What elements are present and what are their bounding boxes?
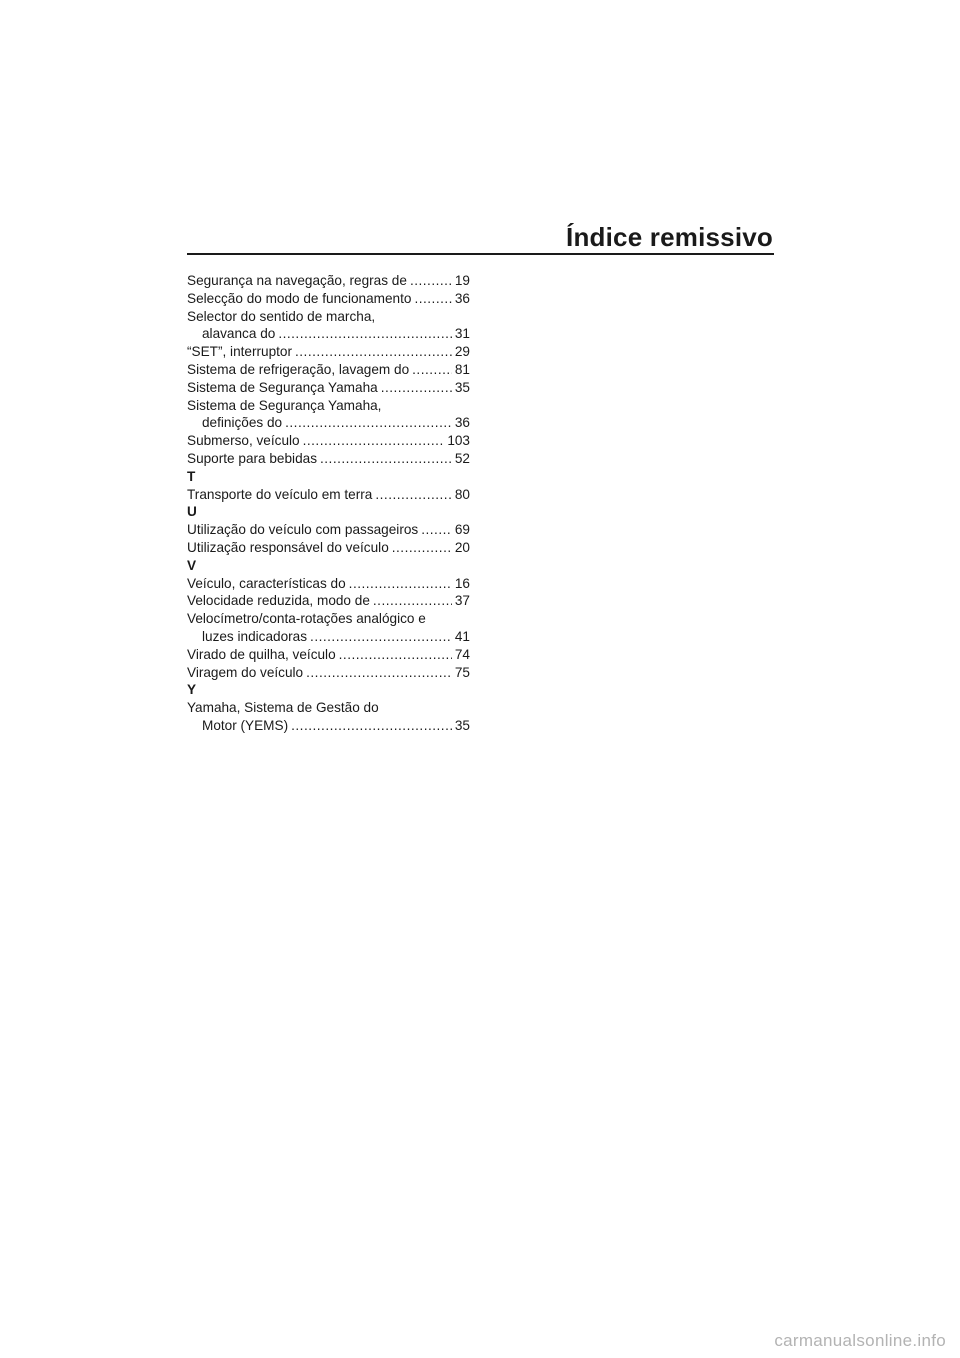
watermark: carmanualsonline.info <box>774 1331 946 1350</box>
index-term: Motor (YEMS) <box>202 717 289 733</box>
index-entry <box>187 343 470 361</box>
index-entry <box>187 539 470 557</box>
index-entry <box>187 664 470 682</box>
dot-leader <box>412 361 452 379</box>
index-column <box>187 272 470 735</box>
index-entry <box>187 379 470 397</box>
page-title: Índice remissivo <box>566 222 773 252</box>
index-term: Viragem do veículo <box>187 664 304 680</box>
dot-leader <box>339 646 452 664</box>
dot-leader <box>306 664 452 682</box>
index-page-number: 52 <box>454 450 470 466</box>
index-page-number: 35 <box>454 379 470 395</box>
index-entry-continuation <box>187 325 470 343</box>
index-letter-heading: U <box>187 504 197 520</box>
dot-leader <box>349 575 452 593</box>
index-page-number: 19 <box>454 273 470 288</box>
index-page-number: 103 <box>447 433 470 449</box>
index-entry-heading: Yamaha, Sistema de Gestão do <box>187 700 379 716</box>
dot-leader <box>373 592 452 610</box>
index-entry <box>187 450 470 468</box>
index-page-number: 36 <box>454 290 470 306</box>
index-term: Selecção do modo de funcionamento <box>187 290 412 306</box>
dot-leader <box>421 521 452 539</box>
index-entry-continuation <box>187 414 470 432</box>
index-page-number: 75 <box>454 664 470 680</box>
dot-leader <box>381 379 452 397</box>
index-page-number: 29 <box>454 344 470 360</box>
index-entry-heading: Velocímetro/conta-rotações analógico e <box>187 611 426 627</box>
index-entry <box>187 432 470 450</box>
index-term: Transporte do veículo em terra <box>187 486 373 502</box>
index-term: Utilização do veículo com passageiros <box>187 522 419 538</box>
index-term: Utilização responsável do veículo <box>187 539 389 555</box>
index-page-number: 74 <box>454 646 470 662</box>
index-entry <box>187 486 470 504</box>
dot-leader <box>310 628 452 646</box>
index-entry <box>187 290 470 308</box>
index-term: Sistema de Segurança Yamaha <box>187 379 378 395</box>
title-divider <box>187 253 774 255</box>
index-letter-heading: T <box>187 468 196 484</box>
index-term: alavanca do <box>202 326 276 342</box>
index-term: definições do <box>202 415 283 431</box>
index-entry-heading: Selector do sentido de marcha, <box>187 308 376 324</box>
dot-leader <box>278 325 452 343</box>
index-term: Suporte para bebidas <box>187 450 317 466</box>
index-page-number: 20 <box>454 539 470 555</box>
index-entry-heading: Sistema de Segurança Yamaha, <box>187 397 382 413</box>
index-page-number: 81 <box>454 361 470 377</box>
dot-leader <box>320 450 452 468</box>
index-entry <box>187 361 470 379</box>
index-letter-heading: V <box>187 557 197 573</box>
index-page-number: 37 <box>454 593 470 609</box>
index-term: Segurança na navegação, regras de <box>187 273 407 288</box>
index-term: Sistema de refrigeração, lavagem do <box>187 361 410 377</box>
index-page-number: 16 <box>454 575 470 591</box>
index-page-number: 41 <box>454 628 470 644</box>
index-term: Virado de quilha, veículo <box>187 646 336 662</box>
dot-leader <box>303 432 445 450</box>
index-entry-continuation <box>187 717 470 735</box>
dot-leader <box>291 717 452 735</box>
index-entry <box>187 592 470 610</box>
index-page-number: 69 <box>454 522 470 538</box>
index-page-number: 80 <box>454 486 470 502</box>
dot-leader <box>285 414 452 432</box>
index-entry <box>187 646 470 664</box>
index-term: Submerso, veículo <box>187 433 300 449</box>
index-entry <box>187 521 470 539</box>
index-entry-continuation <box>187 628 470 646</box>
dot-leader <box>392 539 452 557</box>
dot-leader <box>375 486 452 504</box>
index-entry <box>187 272 470 290</box>
dot-leader <box>295 343 452 361</box>
dot-leader <box>414 290 451 308</box>
index-term: Velocidade reduzida, modo de <box>187 593 370 609</box>
index-entry <box>187 575 470 593</box>
index-page-number: 35 <box>454 717 470 733</box>
index-page-number: 36 <box>454 415 470 431</box>
index-page-number: 31 <box>454 326 470 342</box>
index-term: luzes indicadoras <box>202 628 308 644</box>
index-term: Veículo, características do <box>187 575 346 591</box>
index-letter-heading: Y <box>187 682 197 698</box>
dot-leader <box>410 272 452 290</box>
index-term: “SET”, interruptor <box>187 344 292 360</box>
